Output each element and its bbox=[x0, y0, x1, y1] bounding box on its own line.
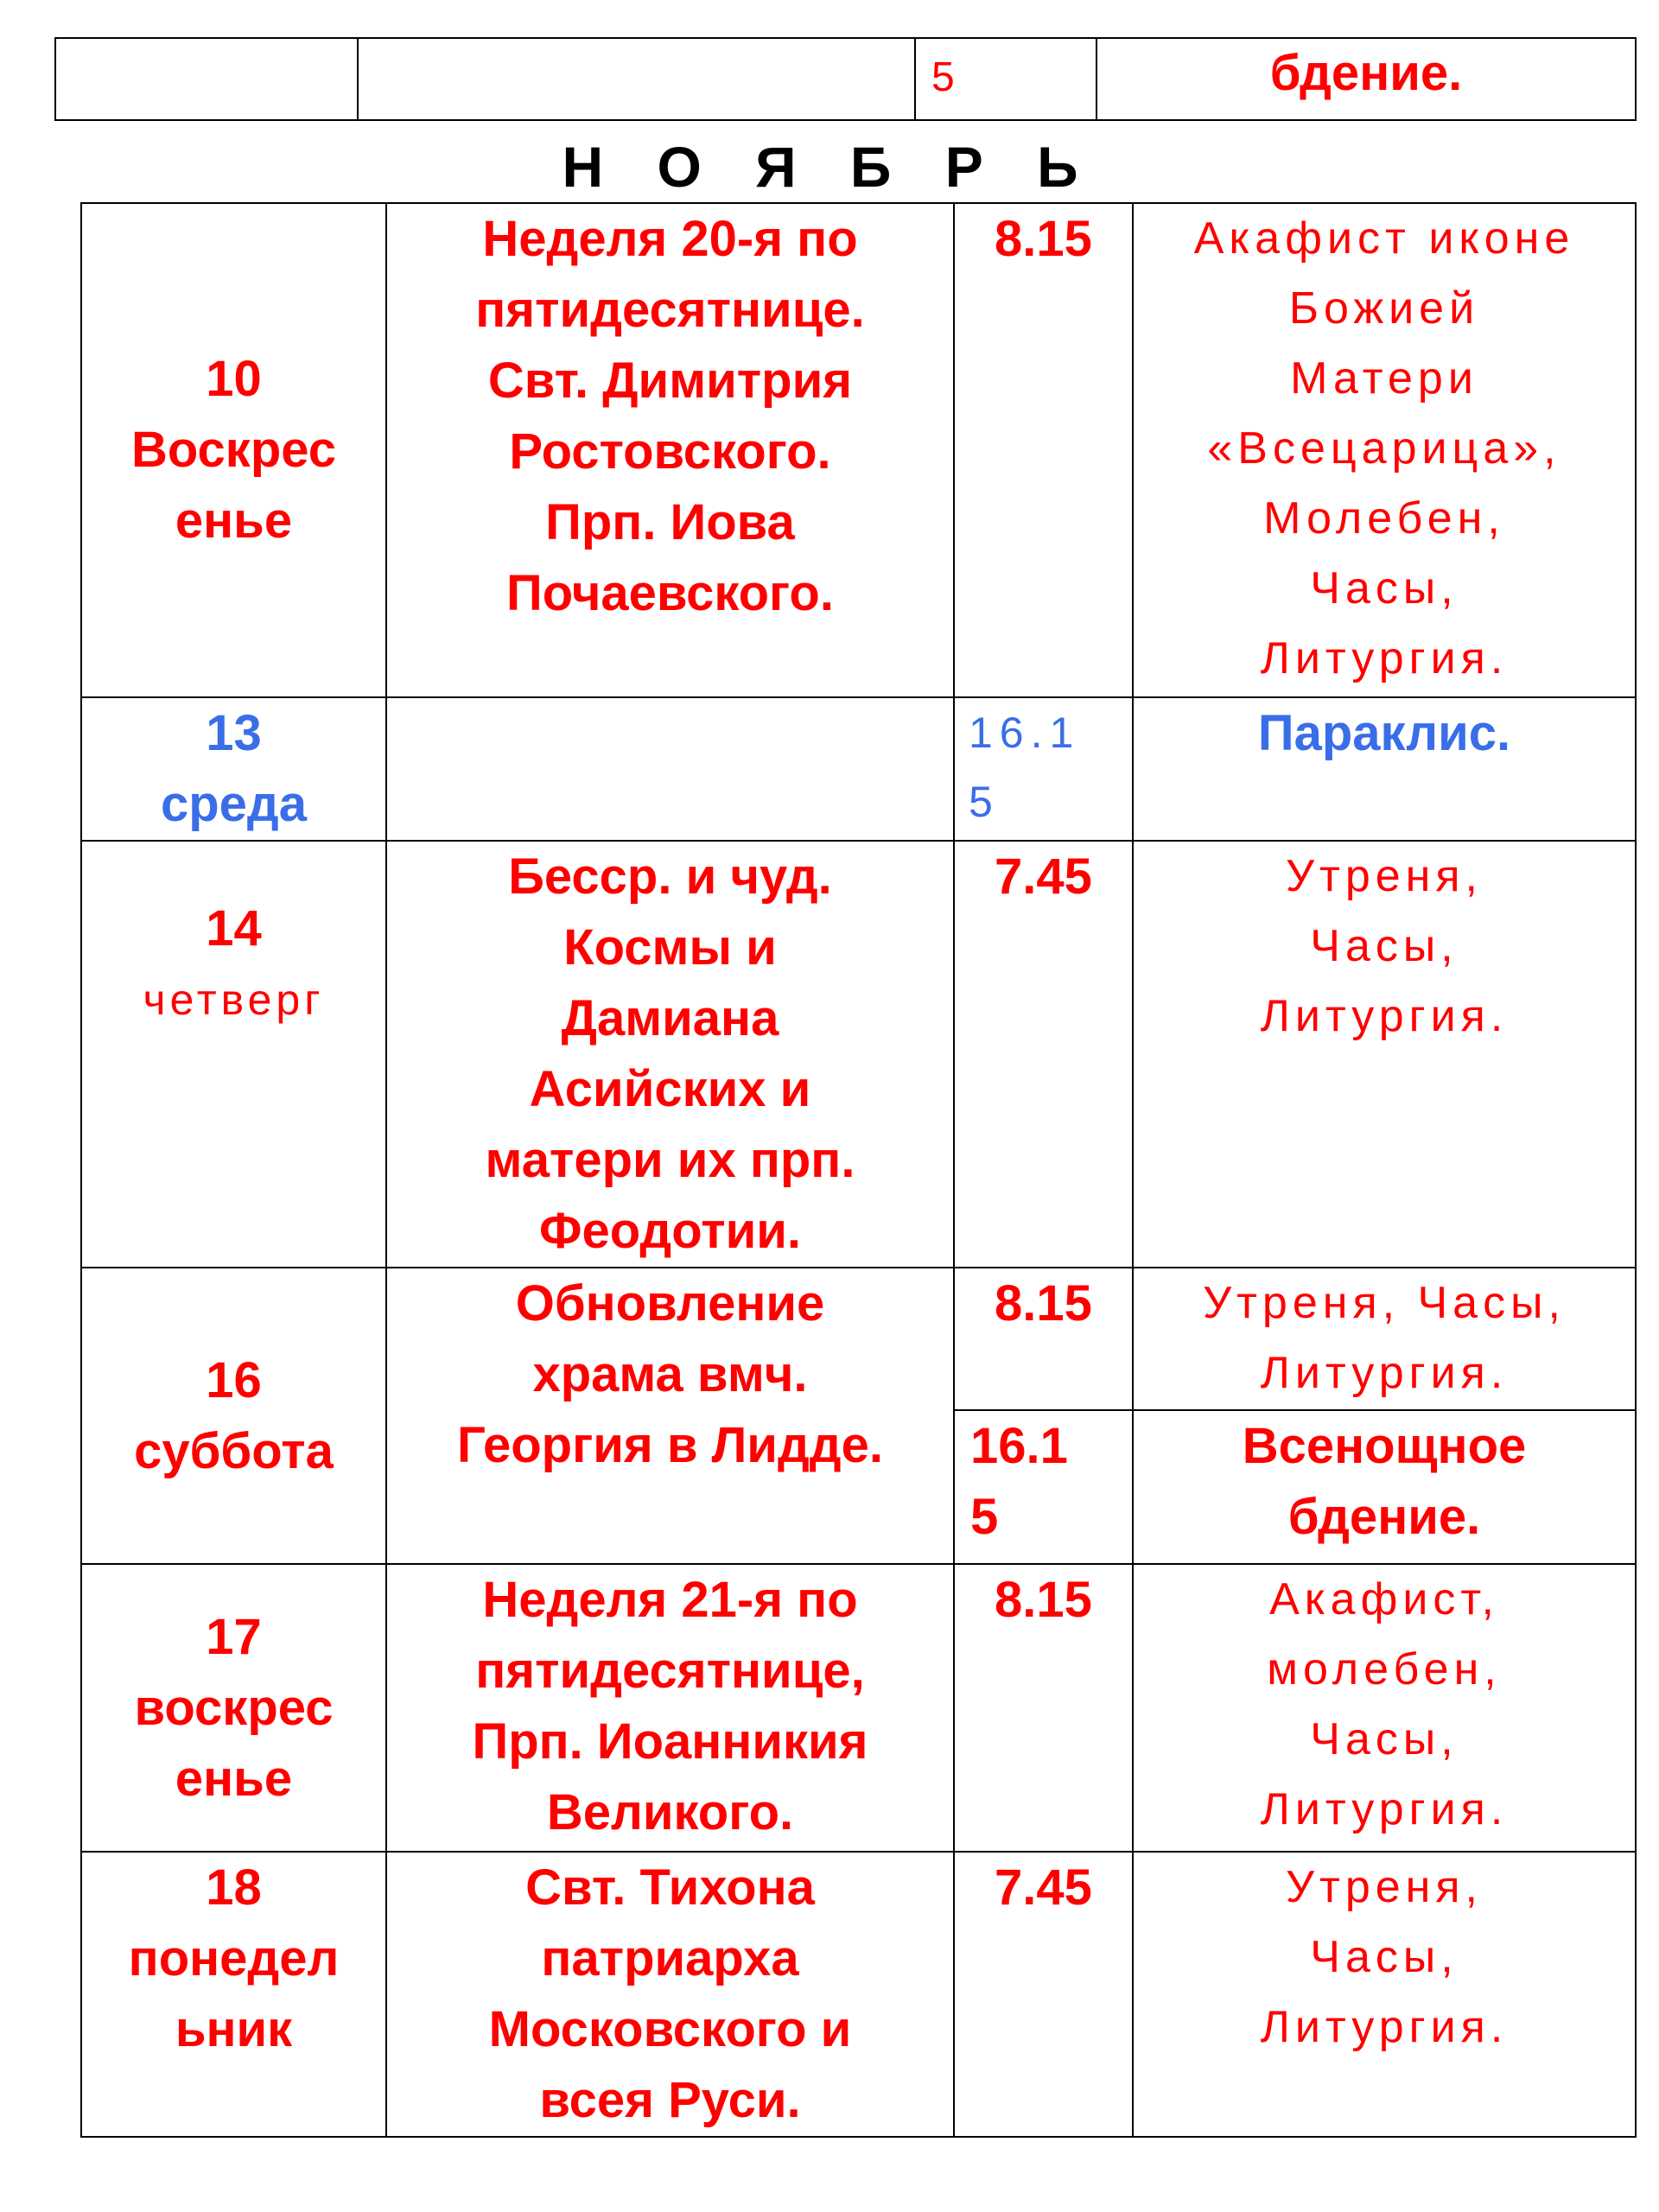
feast-line: пятидесятнице. bbox=[475, 282, 865, 338]
feast-line: Георгия в Лидде. bbox=[457, 1417, 883, 1473]
feast-line: матери их прп. bbox=[485, 1132, 855, 1188]
service-line: Молебен, bbox=[1263, 493, 1505, 543]
feast-cell bbox=[386, 1564, 954, 1852]
day-cell bbox=[81, 697, 386, 841]
feast-cell bbox=[386, 1268, 954, 1564]
day-name-cont: енье bbox=[175, 493, 293, 549]
service-line: Литургия. bbox=[1260, 633, 1509, 683]
time-text: 16.1 bbox=[970, 1418, 1068, 1474]
service-line: Литургия. bbox=[1260, 2002, 1509, 2052]
time-cell bbox=[915, 38, 1096, 120]
time-cell bbox=[954, 203, 1133, 697]
feast-line: Асийских и bbox=[529, 1061, 811, 1117]
feast-line: храма вмч. bbox=[532, 1346, 808, 1402]
time-text: 16.1 bbox=[969, 709, 1081, 757]
time-text: 8.15 bbox=[995, 1275, 1092, 1332]
table-row bbox=[81, 203, 1636, 697]
service-line: Всенощное bbox=[1242, 1418, 1527, 1474]
day-number: 13 bbox=[206, 705, 262, 761]
table-row bbox=[81, 1564, 1636, 1852]
feast-line: Ростовского. bbox=[509, 423, 831, 480]
service-line: Литургия. bbox=[1260, 1348, 1509, 1398]
service-line: Часы, bbox=[1310, 921, 1459, 971]
service-cell bbox=[1133, 1564, 1636, 1852]
feast-cell bbox=[386, 1852, 954, 2137]
feast-cell bbox=[386, 203, 954, 697]
service-line: Часы, bbox=[1310, 1932, 1459, 1982]
service-cell bbox=[1096, 38, 1636, 120]
day-cell bbox=[81, 1564, 386, 1852]
previous-month-table-tail bbox=[54, 37, 1637, 121]
service-cell bbox=[1133, 1852, 1636, 2137]
time-cell bbox=[954, 841, 1133, 1268]
time-cell bbox=[954, 1564, 1133, 1852]
service-cell bbox=[1133, 841, 1636, 1268]
service-line: Литургия. bbox=[1260, 1784, 1509, 1834]
feast-line: пятидесятнице, bbox=[475, 1643, 865, 1699]
day-number: 14 bbox=[206, 900, 262, 957]
time-text: 8.15 bbox=[995, 1572, 1092, 1628]
time-text-cont: 5 bbox=[970, 1489, 999, 1545]
day-cell bbox=[81, 1852, 386, 2137]
service-line: «Всецарица», bbox=[1207, 423, 1561, 474]
time-cell bbox=[954, 1268, 1133, 1410]
time-cell bbox=[954, 1852, 1133, 2137]
service-cell bbox=[1133, 1268, 1636, 1410]
service-cell bbox=[1133, 697, 1636, 841]
feast-cell bbox=[358, 38, 915, 120]
feast-line: Прп. Иоанникия bbox=[472, 1713, 868, 1770]
feast-line: Почаевского. bbox=[506, 565, 834, 621]
service-line: Матери bbox=[1290, 353, 1478, 404]
service-line: Утреня, bbox=[1285, 851, 1483, 901]
table-row bbox=[81, 697, 1636, 841]
service-line: Литургия. bbox=[1260, 991, 1509, 1041]
day-name: четверг bbox=[143, 976, 325, 1024]
service-line: бдение. bbox=[1287, 1489, 1481, 1545]
feast-line: Бесср. и чуд. bbox=[508, 849, 832, 905]
day-number: 18 bbox=[206, 1859, 262, 1916]
service-line: Утреня, Часы, bbox=[1203, 1278, 1566, 1328]
feast-line: Неделя 21-я по bbox=[482, 1572, 858, 1628]
time-text: 7.45 bbox=[995, 1859, 1092, 1916]
feast-line: Неделя 20-я по bbox=[482, 211, 858, 267]
time-text: 7.45 bbox=[995, 849, 1092, 905]
day-number: 10 bbox=[206, 351, 262, 407]
feast-line: Свт. Тихона bbox=[525, 1859, 815, 1916]
time-text: 8.15 bbox=[995, 211, 1092, 267]
feast-line: Великого. bbox=[546, 1784, 794, 1840]
feast-line: Феодотии. bbox=[538, 1203, 802, 1259]
schedule-table bbox=[80, 202, 1637, 2138]
feast-cell bbox=[386, 697, 954, 841]
feast-line: Свт. Димитрия bbox=[487, 353, 853, 409]
service-cell bbox=[1133, 1410, 1636, 1564]
time-text: 5 bbox=[931, 54, 955, 100]
day-cell bbox=[81, 203, 386, 697]
service-line: Акафист, bbox=[1269, 1574, 1499, 1624]
feast-line: Дамиана bbox=[561, 990, 779, 1046]
service-line: молебен, bbox=[1267, 1644, 1502, 1694]
service-line: Акафист иконе bbox=[1193, 213, 1575, 264]
day-cell bbox=[55, 38, 358, 120]
time-text-cont: 5 bbox=[969, 778, 1000, 826]
table-row bbox=[81, 1268, 1636, 1410]
service-text: Параклис. bbox=[1257, 705, 1511, 761]
day-name-cont: ьник bbox=[175, 2001, 293, 2057]
feast-line: Обновление bbox=[515, 1275, 825, 1332]
day-number: 16 bbox=[206, 1351, 262, 1408]
day-name: среда bbox=[160, 776, 307, 832]
table-row bbox=[81, 841, 1636, 1268]
service-line: Божией bbox=[1288, 283, 1480, 334]
service-cell bbox=[1133, 203, 1636, 697]
day-name: суббота bbox=[134, 1422, 334, 1479]
service-line: Часы, bbox=[1310, 563, 1459, 613]
day-name-cont: енье bbox=[175, 1750, 293, 1807]
feast-cell bbox=[386, 841, 954, 1268]
service-line: Утреня, bbox=[1285, 1862, 1483, 1912]
feast-line: Космы и bbox=[563, 919, 777, 976]
day-cell bbox=[81, 841, 386, 1268]
time-cell bbox=[954, 1410, 1133, 1564]
feast-line: Московского и bbox=[488, 2001, 852, 2057]
feast-line: патриарха bbox=[541, 1930, 799, 1986]
month-heading: Н О Я Б Р Ь bbox=[562, 135, 1097, 199]
day-name: Воскрес bbox=[130, 422, 336, 478]
day-number: 17 bbox=[206, 1608, 262, 1665]
service-line: Часы, bbox=[1310, 1714, 1459, 1764]
feast-line: Прп. Иова bbox=[545, 494, 795, 550]
service-text: бдение. bbox=[1269, 45, 1463, 101]
table-row bbox=[81, 1852, 1636, 2137]
day-name: воскрес bbox=[134, 1679, 334, 1736]
day-cell bbox=[81, 1268, 386, 1564]
day-name: понедел bbox=[128, 1930, 340, 1986]
time-cell bbox=[954, 697, 1133, 841]
feast-line: всея Руси. bbox=[539, 2072, 801, 2128]
